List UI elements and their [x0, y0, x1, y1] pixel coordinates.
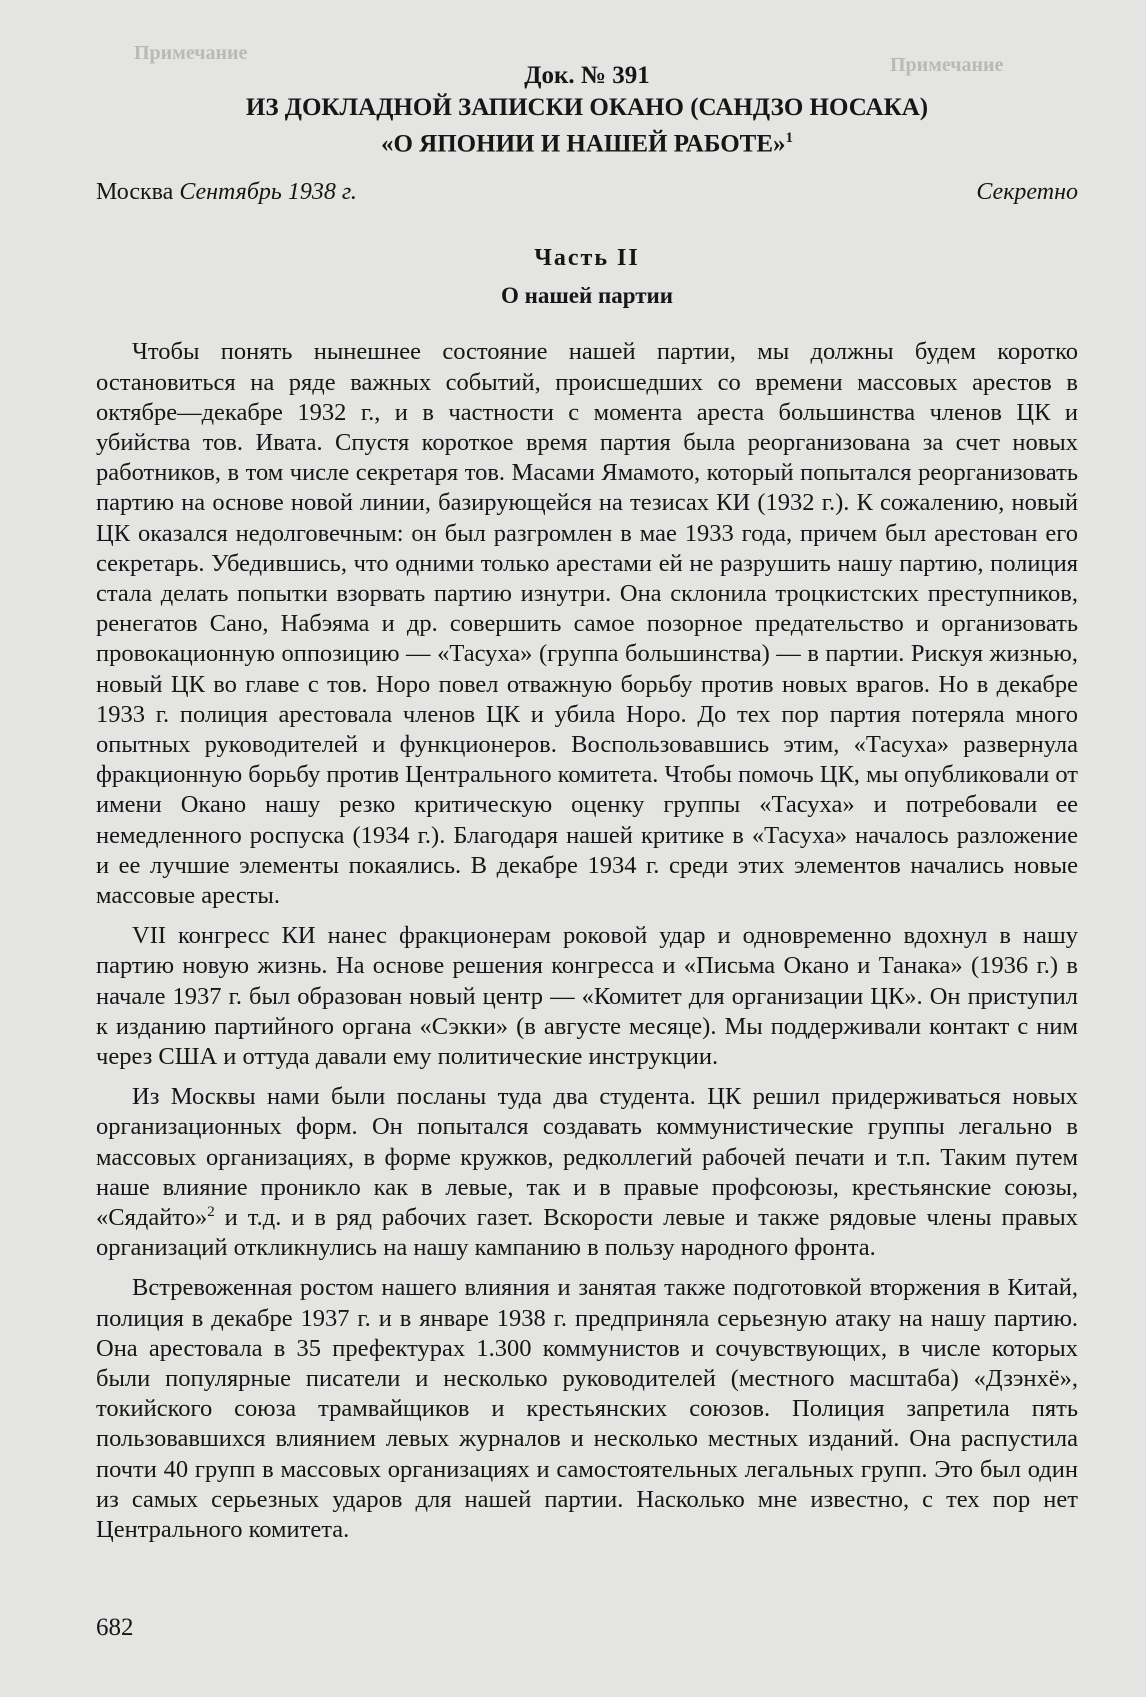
- page-number: 682: [96, 1614, 134, 1641]
- paragraph-3: [96, 1082, 1078, 1263]
- title-footnote-marker: 1: [785, 130, 794, 146]
- classification: Секретно: [976, 179, 1078, 206]
- section-title: О нашей партии: [500, 283, 674, 309]
- place-date: [96, 177, 357, 207]
- title-text: «О ЯПОНИИ И НАШЕЙ РАБОТЕ»: [380, 130, 786, 158]
- document-title-line2: [96, 123, 1078, 159]
- document-page: [96, 60, 1078, 1555]
- place: Москва: [96, 179, 174, 206]
- paragraph-1: Чтобы понять нынешнее состояние нашей партии, мы должны будем коротко остановиться на ряде важных событий, происшедших со времени массовых арестов в октябре—декабре 1932 г., и в частности с момента ареста большинства членов ЦК и убийства тов. Ивата. Спустя короткое время партия была реорганизована за счет новых работников, в том числе секретаря тов. Масами Ямамото, который попытался реорганизовать партию на основе новой линии, базирующейся на тезисах КИ (1932 г.). К сожалению, новый ЦК оказался недолговечным: он был разгромлен в мае 1933 года, причем был арестован его секретарь. Убедившись, что одними только арестами ей не разрушить нашу партию, полиция стала делать попытки взорвать партию изнутри. Она склонила троцкистских преступников, ренегатов Сано, Набэяма и др. совершить самое позорное предательство и организовать провокационную оппозицию — «Тасуха» (группа большинства) — в партии. Рискуя жизнью, новый ЦК во главе с тов. Норо повел отважную борьбу против новых врагов. Но в декабре 1933 г. полиция арестовала членов ЦК и убила Норо. До тех пор партия потеряла много опытных руководителей и функционеров. Воспользовавшись этим, «Тасуха» развернула фракционную борьбу против Центрального комитета. Чтобы помочь ЦК, мы опубликовали от имени Окано нашу резко критическую оценку группы «Тасуха» и потребовали ее немедленного роспуска (1934 г.). Благодаря нашей критике в «Тасуха» началось разложение и ее лучшие элементы покаялись. В декабре 1934 г. среди этих элементов начались новые массовые аресты.: [96, 338, 1078, 909]
- date: Сентябрь 1938 г.: [179, 179, 357, 206]
- body-text: [96, 337, 1078, 1545]
- paragraph-2: VII конгресс КИ нанес фракционерам роковой удар и одновременно вдохнул в нашу партию новую жизнь. На основе решения конгресса и «Письма Окано и Танака» (1936 г.) в начале 1937 г. был образован новый центр — «Комитет для организации ЦК». Он приступил к изданию партийного органа «Сэкки» (в августе месяце). Мы поддерживали контакт с ним через США и оттуда давали ему политические инструкции.: [96, 922, 1078, 1070]
- paragraph-4: Встревоженная ростом нашего влияния и занятая также подготовкой вторжения в Китай, полиция в декабре 1937 г. и в январе 1938 г. предприняла серьезную атаку на нашу партию. Она арестовала в 35 префектурах 1.300 коммунистов и сочувствующих, в числе которых были популярные писатели и несколько руководителей (местного масштаба) «Дзэнхё», токийского союза трамвайщиков и крестьянских союзов. Полиция запретила пять пользовавшихся влиянием левых журналов и несколько местных изданий. Она распустила почти 40 групп в массовых организациях и самостоятельных легальных групп. Это был один из самых серьезных ударов для нашей партии. Насколько мне известно, с тех пор нет Центрального комитета.: [96, 1274, 1078, 1544]
- part-title: Часть II: [534, 245, 640, 272]
- paragraph-3-part-b: и т.д. и в ряд рабочих газет. Вскорости левые и также рядовые члены правых организаций откликнулись на нашу кампанию в пользу народного фронта.: [96, 1204, 1078, 1262]
- document-number: Док. № 391: [524, 62, 650, 89]
- paragraph-3-part-a: Из Москвы нами были посланы туда два студента. ЦК решил придерживаться новых организационных форм. Он попытался создавать коммунистические группы легально в массовых организациях, в форме кружков, редколлегий рабочей печати и т.п. Таким путем наше влияние проникло как в левые, так и в правые профсоюзы, крестьянские союзы, «Сядайто»: [96, 1083, 1078, 1232]
- bleed-through-heading-left: Примечание: [134, 42, 248, 64]
- document-title-line1: ИЗ ДОКЛАДНОЙ ЗАПИСКИ ОКАНО (САНДЗО НОСАКА): [245, 94, 929, 121]
- document-meta: [96, 177, 1078, 207]
- footnote-marker-2: 2: [207, 1203, 215, 1220]
- bleed-through-heading-right: Примечание: [890, 54, 1004, 76]
